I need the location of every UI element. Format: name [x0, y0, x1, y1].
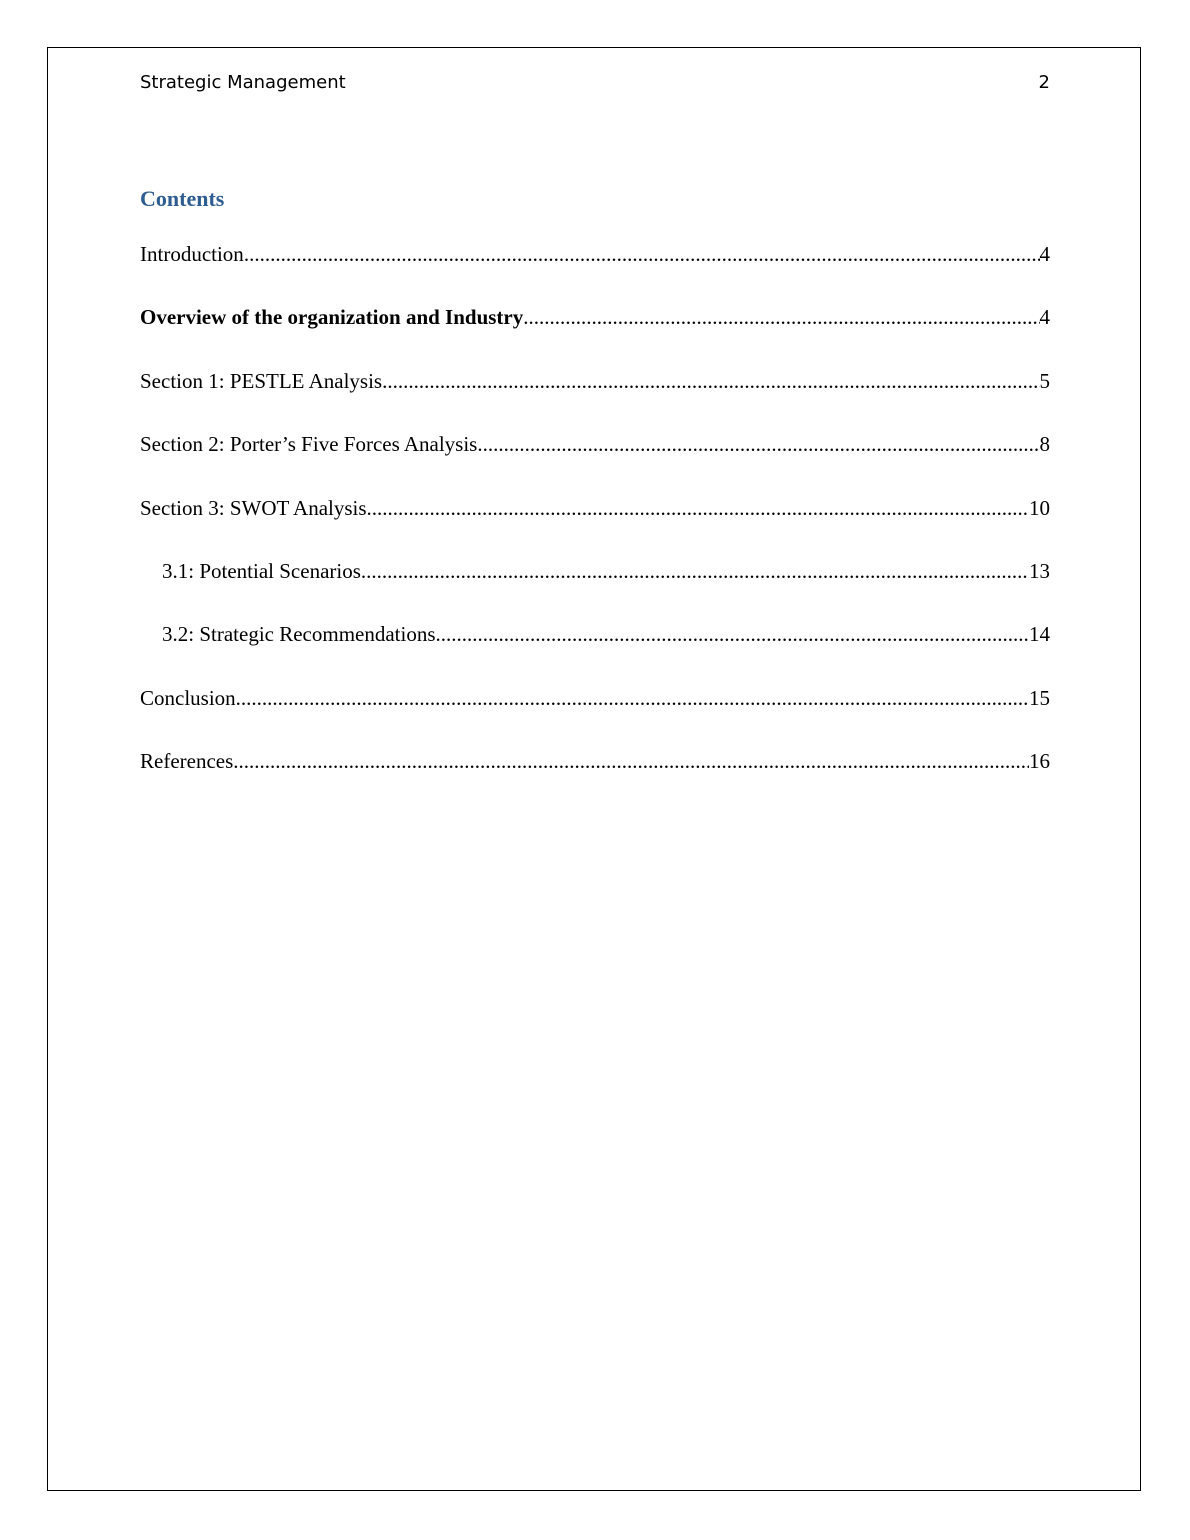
running-head	[140, 72, 1050, 96]
toc-entry-references[interactable]	[140, 747, 1050, 810]
page-number: 2	[1038, 72, 1050, 93]
toc-entry-page: 4	[1039, 305, 1050, 330]
toc-entry-title: Section 1: PESTLE Analysis	[140, 368, 383, 393]
toc-entry-title: References	[140, 749, 234, 774]
toc-entry-page: 13	[1029, 558, 1050, 583]
toc-entry-page: 16	[1029, 749, 1050, 774]
toc-entry-pestle[interactable]	[140, 367, 1050, 430]
toc-entry-page: 4	[1039, 242, 1050, 266]
toc-entry-page: 15	[1029, 685, 1050, 710]
toc-dot-leader	[523, 303, 1039, 331]
toc-entry-strategic-recommendations[interactable]	[140, 620, 1050, 683]
toc-dot-leader	[367, 494, 1029, 522]
toc-entry-page: 14	[1029, 622, 1050, 647]
toc-entry-title: Section 3: SWOT Analysis	[140, 495, 367, 520]
toc-entry-overview[interactable]	[140, 303, 1050, 366]
toc-entry-title: 3.2: Strategic Recommendations	[162, 622, 436, 647]
toc-dot-leader	[477, 430, 1039, 458]
running-head-title: Strategic Management	[140, 72, 346, 93]
toc-entry-title: Section 2: Porter’s Five Forces Analysis	[140, 432, 478, 457]
toc-heading: Contents	[140, 186, 225, 211]
toc-entry-porter[interactable]	[140, 430, 1050, 493]
table-of-contents	[140, 240, 1050, 811]
toc-entry-title: Introduction	[140, 242, 244, 266]
toc-entry-conclusion[interactable]	[140, 684, 1050, 747]
toc-entry-page: 5	[1039, 368, 1050, 393]
toc-entry-potential-scenarios[interactable]	[140, 557, 1050, 620]
toc-dot-leader	[361, 557, 1029, 585]
toc-dot-leader	[236, 684, 1029, 712]
toc-dot-leader	[436, 620, 1029, 648]
toc-entry-title: 3.1: Potential Scenarios	[162, 558, 361, 583]
toc-entry-page: 10	[1029, 495, 1050, 520]
toc-dot-leader	[244, 240, 1040, 268]
toc-dot-leader	[233, 747, 1029, 775]
toc-entry-page: 8	[1039, 432, 1050, 457]
toc-entry-introduction[interactable]	[140, 240, 1050, 303]
toc-entry-swot[interactable]	[140, 494, 1050, 557]
toc-entry-title: Conclusion	[140, 685, 236, 710]
toc-entry-title: Overview of the organization and Industry	[140, 305, 524, 330]
toc-dot-leader	[382, 367, 1039, 395]
